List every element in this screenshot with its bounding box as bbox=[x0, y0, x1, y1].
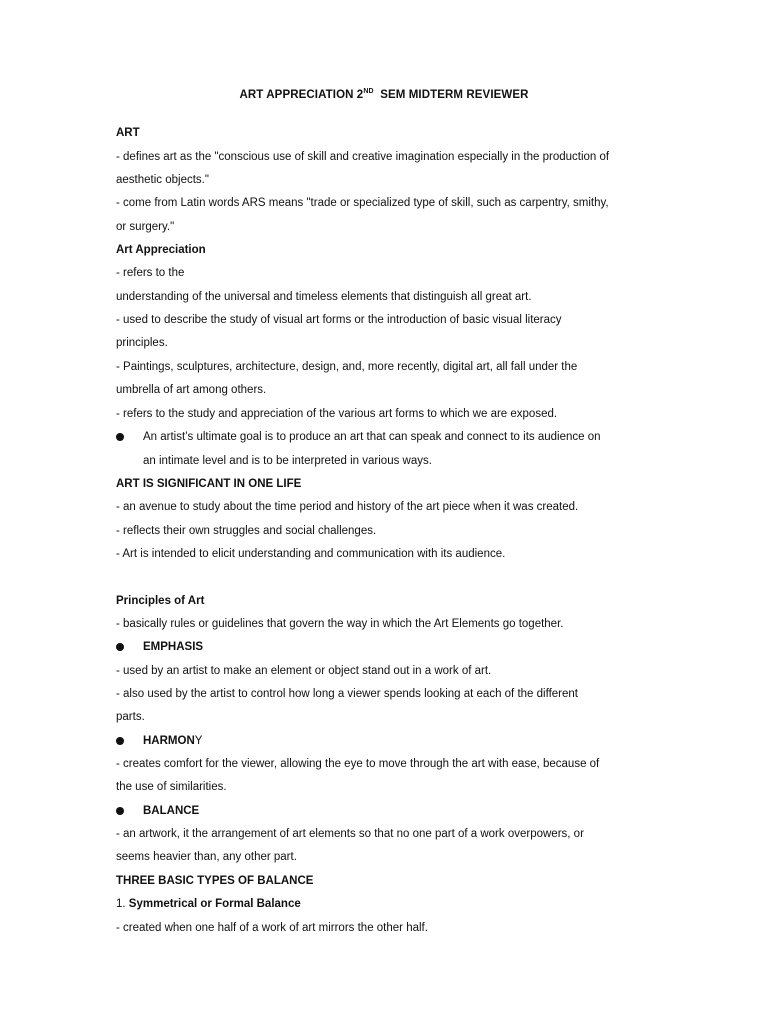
bullet-heading-emphasis: EMPHASIS bbox=[143, 641, 204, 653]
paragraph-line: the use of similarities. bbox=[116, 781, 227, 793]
paragraph-line: or surgery." bbox=[116, 221, 175, 233]
title-text: ART APPRECIATION 2 bbox=[239, 89, 364, 101]
item-label: Symmetrical or Formal Balance bbox=[128, 898, 301, 910]
paragraph-line: - basically rules or guidelines that govern the way in which the Art Elements go together. bbox=[116, 618, 564, 630]
paragraph-line: - defines art as the "conscious use of skill and creative imagination especially in the production of bbox=[116, 151, 610, 163]
paragraph-line: - Art is intended to elicit understanding and communication with its audience. bbox=[116, 548, 506, 560]
section-heading-balance-types: THREE BASIC TYPES OF BALANCE bbox=[116, 875, 314, 887]
title-text-rest: SEM MIDTERM REVIEWER bbox=[373, 89, 529, 101]
section-heading-significance: ART IS SIGNIFICANT IN ONE LIFE bbox=[116, 478, 302, 490]
paragraph-line: - used to describe the study of visual art forms or the introduction of basic visual literacy bbox=[116, 314, 562, 326]
item-number: 1. bbox=[116, 898, 129, 910]
paragraph-line: - an avenue to study about the time period and history of the art piece when it was created. bbox=[116, 501, 579, 513]
bullet-icon bbox=[116, 433, 124, 441]
numbered-item-symmetrical bbox=[116, 896, 676, 912]
paragraph-line: parts. bbox=[116, 711, 145, 723]
paragraph-line: - used by an artist to make an element or object stand out in a work of art. bbox=[116, 665, 492, 677]
paragraph-line: - refers to the study and appreciation of the various art forms to which we are exposed. bbox=[116, 408, 558, 420]
paragraph-line: - come from Latin words ARS means "trade or specialized type of skill, such as carpentry, smithy, bbox=[116, 197, 609, 209]
bullet-heading-balance: BALANCE bbox=[143, 805, 200, 817]
bullet-text: an intimate level and is to be interpreted in various ways. bbox=[143, 455, 432, 467]
section-heading-art: ART bbox=[116, 127, 140, 139]
paragraph-line: principles. bbox=[116, 337, 168, 349]
document-title bbox=[0, 88, 768, 101]
paragraph-line: - Paintings, sculptures, architecture, design, and, more recently, digital art, all fall under the bbox=[116, 361, 578, 373]
bullet-text: An artist’s ultimate goal is to produce an art that can speak and connect to its audience on bbox=[143, 431, 601, 443]
harmony-rest-part: Y bbox=[194, 735, 203, 747]
title-superscript: ND bbox=[363, 88, 374, 95]
paragraph-line: seems heavier than, any other part. bbox=[116, 851, 297, 863]
paragraph-line: - created when one half of a work of art mirrors the other half. bbox=[116, 922, 428, 934]
paragraph-line: - an artwork, it the arrangement of art elements so that no one part of a work overpowers, or bbox=[116, 828, 584, 840]
paragraph-line: - refers to the bbox=[116, 267, 185, 279]
section-heading-art-appreciation: Art Appreciation bbox=[116, 244, 206, 256]
bullet-icon bbox=[116, 807, 124, 815]
bullet-heading-harmony bbox=[143, 733, 703, 749]
bullet-icon bbox=[116, 737, 124, 745]
paragraph-line: - creates comfort for the viewer, allowing the eye to move through the art with ease, because of bbox=[116, 758, 600, 770]
harmony-bold-part: HARMON bbox=[143, 735, 195, 747]
paragraph-line: aesthetic objects." bbox=[116, 174, 209, 186]
paragraph-line: understanding of the universal and timeless elements that distinguish all great art. bbox=[116, 291, 532, 303]
section-heading-principles: Principles of Art bbox=[116, 595, 205, 607]
bullet-icon bbox=[116, 643, 124, 651]
paragraph-line: - reflects their own struggles and social challenges. bbox=[116, 525, 377, 537]
paragraph-line: umbrella of art among others. bbox=[116, 384, 267, 396]
paragraph-line: - also used by the artist to control how long a viewer spends looking at each of the different bbox=[116, 688, 578, 700]
